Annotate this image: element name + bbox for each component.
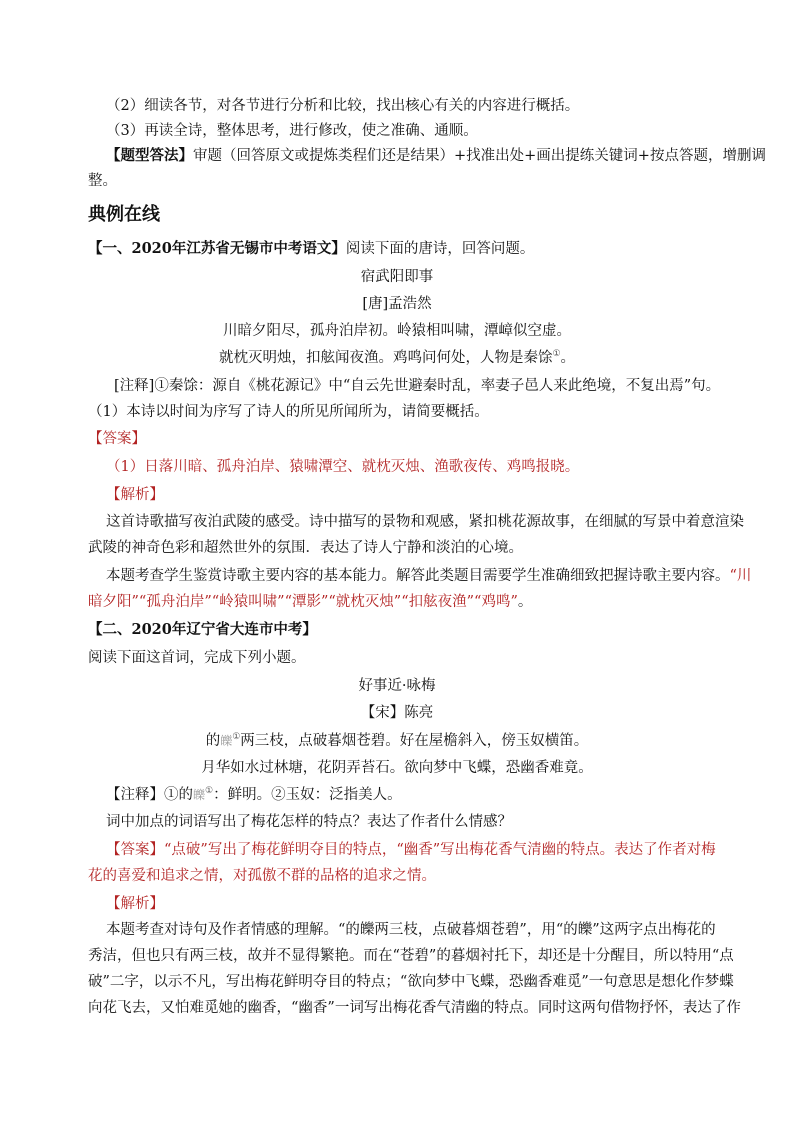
example2-analysis-line-2: 秀洁，但也只有两三枝，故并不显得繁艳。而在“苍碧”的暮烟衬托下，却还是十分醒目，所以特用“点 xyxy=(88,948,734,964)
example2-poem-author: 【宋】陈亮 xyxy=(360,705,434,721)
example2-answer-line-2: 花的喜爱和追求之情，对孤傲不群的品格的追求之情。 xyxy=(88,868,436,884)
example2-analysis-line-1: 本题考查对诗句及作者情感的理解。“的皪两三枝，点破暮烟苍碧”，用“的皪”这两字点出梅花的 xyxy=(106,922,716,938)
example2-answer-line-1: “点破”写出了梅花鲜明夺目的特点，“幽香”写出梅花香气清幽的特点。表达了作者对梅 xyxy=(164,842,716,858)
example1-analysis-line-3: 本题考查学生鉴赏诗歌主要内容的基本能力。解答此类题目需要学生准确细致把握诗歌主要内容。“川 xyxy=(106,568,752,584)
example2-source: 【二、2020年辽宁省大连市中考】 xyxy=(88,621,317,638)
rare-character: 皪 xyxy=(193,788,206,802)
example1-answer-text: （1）日落川暗、孤舟泊岸、猿啸潭空、就枕灭烛、渔歌夜传、鸡鸣报晓。 xyxy=(106,459,580,475)
example2-analysis-label: 【解析】 xyxy=(106,896,164,912)
answer-tip-continued: 整。 xyxy=(88,173,117,189)
example1-analysis-line-4: 暗夕阳”“孤舟泊岸”“岭猿叫啸”“潭影”“就枕灭烛”“扣舷夜渔”“鸡鸣”。 xyxy=(88,594,533,610)
example1-source: 【一、2020年江苏省无锡市中考语文】 xyxy=(88,240,346,257)
example1-poem-line-1: 川暗夕阳尽，孤舟泊岸初。岭猿相叫啸，潭嶂似空虚。 xyxy=(223,323,571,339)
example2-poem-title: 好事近·咏梅 xyxy=(358,678,436,694)
example2-question: 词中加点的词语写出了梅花怎样的特点？表达了作者什么情感？ xyxy=(106,814,512,830)
answer-tip xyxy=(106,146,766,166)
example1-poem-line-2: 就枕灭明烛，扣舷闻夜渔。鸡鸣问何处，人物是秦馀①。 xyxy=(218,349,576,366)
example2-annotation: 【注释】①的皪①：鲜明。②玉奴：泛指美人。 xyxy=(106,786,402,803)
example2-poem-line-2: 月华如水过林塘，花阴弄苔石。欲向梦中飞蝶，恐幽香难竟。 xyxy=(201,760,593,776)
example2-instruction: 阅读下面这首词，完成下列小题。 xyxy=(88,650,306,666)
answer-tip-label: 【题型答法】 xyxy=(106,147,193,164)
example1-analysis-label: 【解析】 xyxy=(106,487,164,503)
example2-poem-line-1: 的皪①两三枝，点破暮烟苍碧。好在屋檐斜入，傍玉奴横笛。 xyxy=(205,732,589,749)
method-step-2: （2）细读各节，对各节进行分析和比较，找出核心有关的内容进行概括。 xyxy=(106,98,580,114)
footnote-marker: ① xyxy=(552,349,561,360)
example1-poem-title: 宿武阳即事 xyxy=(360,269,434,285)
example2-answer xyxy=(106,840,716,860)
footnote-marker: ① xyxy=(205,786,214,797)
example1-analysis-line-2: 武陵的神奇色彩和超然世外的氛围．表达了诗人宁静和淡泊的心境。 xyxy=(88,540,523,556)
rare-character: 皪 xyxy=(220,734,233,748)
example1-answer-label: 【答案】 xyxy=(88,431,146,447)
footnote-marker: ① xyxy=(232,732,241,743)
example1-header xyxy=(88,239,534,259)
example1-poem-author: [唐]孟浩然 xyxy=(362,296,432,312)
example1-analysis-line-1: 这首诗歌描写夜泊武陵的感受。诗中描写的景物和观感，紧扣桃花源故事，在细腻的写景中着意渲染 xyxy=(106,514,744,530)
example2-analysis-line-4: 向花飞去，又怕难觅她的幽香，“幽香”一词写出梅花香气清幽的特点。同时这两句借物抒怀，表达了作 xyxy=(88,1000,741,1016)
example2-answer-label: 【答案】 xyxy=(106,842,164,858)
example1-question: （1）本诗以时间为序写了诗人的所见所闻所为，请简要概括。 xyxy=(88,404,489,420)
section-title: 典例在线 xyxy=(88,204,160,225)
example2-analysis-line-3: 破”二字，以示不凡，写出梅花鲜明夺目的特点；“欲向梦中飞蝶，恐幽香难觅”一句意思是想化作梦蝶 xyxy=(88,974,734,990)
example1-annotation: [注释]①秦馀：源自《桃花源记》中“自云先世避秦时乱，率妻子邑人来此绝境，不复出焉”句。 xyxy=(114,378,721,394)
answer-tip-text: 审题（回答原文或提炼类程们还是结果）+找准出处+画出提练关键词+按点答题，增删调 xyxy=(193,148,766,164)
method-step-3: （3）再读全诗，整体思考，进行修改，使之准确、通顺。 xyxy=(106,123,478,139)
example1-instruction: 阅读下面的唐诗，回答问题。 xyxy=(345,241,535,257)
